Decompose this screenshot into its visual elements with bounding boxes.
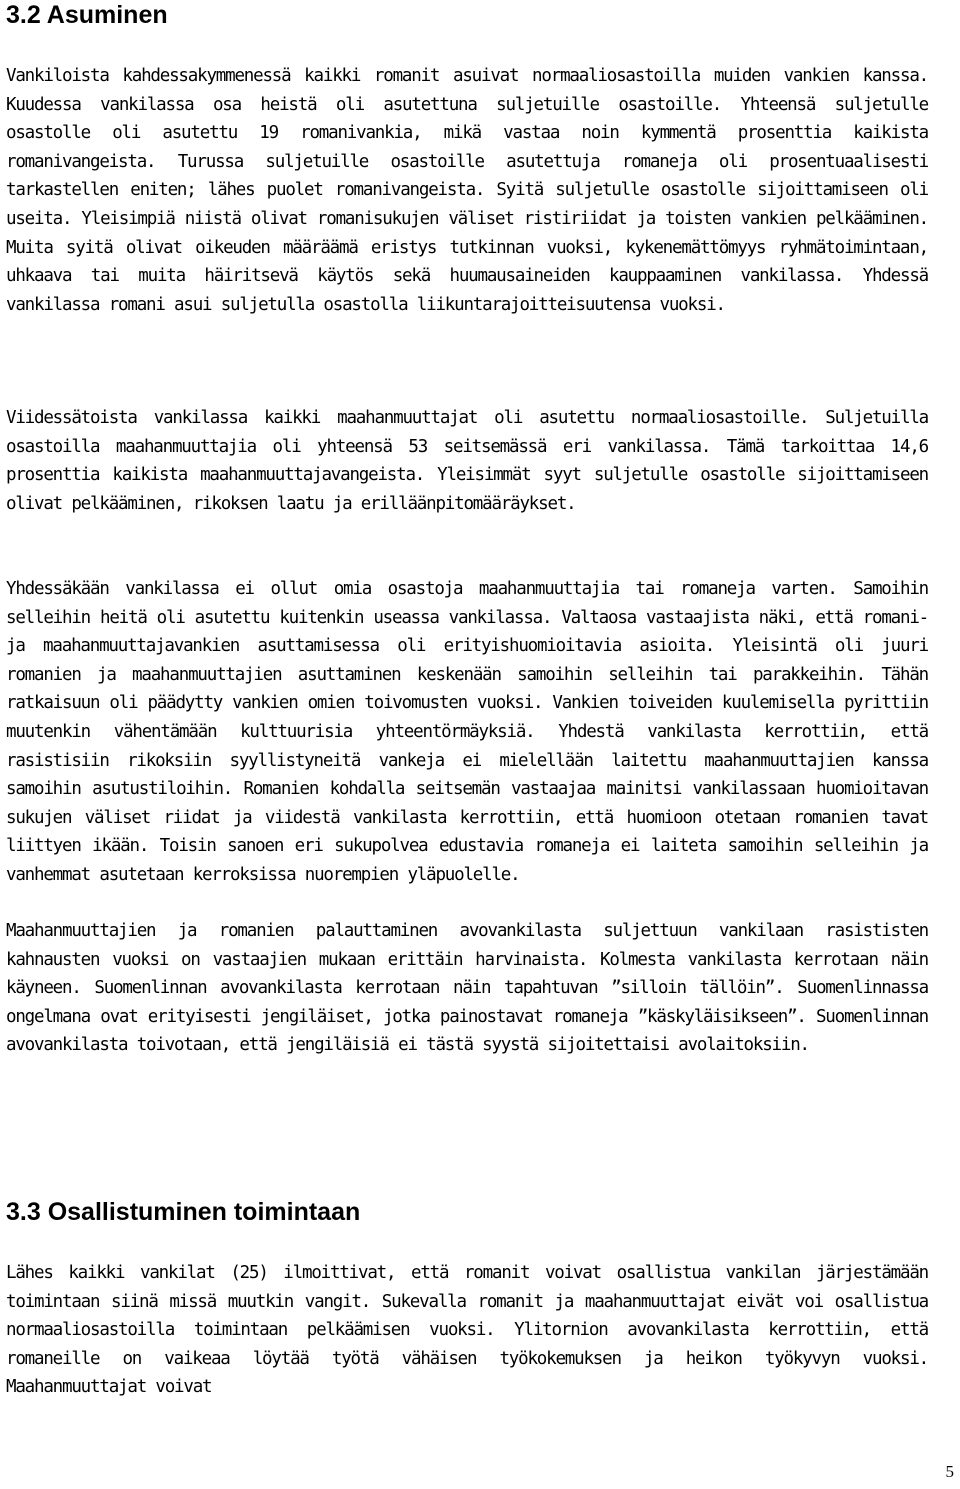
paragraph-roma-housing: Vankiloista kahdessakymmenessä kaikki romanit asuivat normaaliosastoilla muiden vankien kanssa. Kuudessa vankilassa osa heistä oli asutettuna suljetuille osastoille. Yhteensä suljetulle osastolle oli asutettu 19 romanivankia, mikä vastaa noin kymmentä prosenttia kaikista romanivangeista. Turussa suljetuille osastoille asutettuja romaneja oli prosentuaalisesti tarkastellen eniten; lähes puolet romanivangeista. Syitä suljetulle osastolle sijoittamiseen oli useita. Yleisimpiä niistä olivat romanisukujen väliset ristiriidat ja toisten vankien pelkääminen. Muita syitä olivat oikeuden määräämä eristys tutkinnan vuoksi, kykenemättömyys ryhmätoimintaan, uhkaava tai muita häiritsevä käytös sekä huumausaineiden kauppaaminen vankilassa. Yhdessä vankilassa romani asui suljetulla osastolla liikuntarajoitteisuutensa vuoksi. [6,66,928,315]
section-heading-asuminen: 3.2 Asuminen [6,1,168,29]
paragraph-immigrant-housing: Viidessätoista vankilassa kaikki maahanmuuttajat oli asutettu normaaliosastoille. Suljetuilla osastoilla maahanmuuttajia oli yhteensä 53 seitsemässä eri vankilassa. Tämä tarkoittaa 14,6 prosenttia kaikista maahanmuuttajavangeista. Yleisimmät syyt suljetulle osastolle sijoittamiseen olivat pelkääminen, rikoksen laatu ja erilläänpitomääräykset. [6,408,928,514]
page-number: 5 [945,1462,954,1481]
section-heading-osallistuminen: 3.3 Osallistuminen toimintaan [6,1198,361,1226]
paragraph-open-prison-returns: Maahanmuuttajien ja romanien palauttaminen avovankilasta suljettuun vankilaan rasististen kahnausten vuoksi on vastaajien mukaan erittäin harvinaista. Kolmesta vankilasta kerrotaan näin käyneen. Suomenlinnan avovankilasta kerrotaan näin tapahtuvan ”silloin tällöin”. Suomenlinnassa ongelmana ovat erityisesti jengiläiset, jotka painostavat romaneja ”käskyläisikseen”. Suomenlinnan avovankilasta toivotaan, että jengiläisiä ei tästä syystä sijoitettaisi avolaitoksiin. [6,921,928,1056]
paragraph-shared-cells: Yhdessäkään vankilassa ei ollut omia osastoja maahanmuuttajia tai romaneja varten. Samoihin selleihin heitä oli asutettu kuitenkin useassa vankilassa. Valtaosa vastaajista näki, että romani- ja maahanmuuttajavankien asuttamisessa oli erityishuomioitavia asioita. Yleisintä oli juuri romanien ja maahanmuuttajien asuttaminen keskenään samoihin selleihin tai parakkeihin. Tähän ratkaisuun oli päädytty vankien omien toivomusten vuoksi. Vankien toiveiden kuulemisella pyrittiin muutenkin vähentämään kulttuurisia yhteentörmäyksiä. Yhdestä vankilasta kerrottiin, että rasistisiin rikoksiin syyllistyneitä vankeja ei mielellään laitettu maahanmuuttajien kanssa samoihin asutustiloihin. Romanien kohdalla seitsemän vastaajaa mainitsi vankilassaan huomioitavan sukujen väliset riidat ja viidestä vankilasta kerrottiin, että huomioon otetaan romanien tavat liittyen ikään. Toisin sanoen eri sukupolvea edustavia romaneja ei laiteta samoihin selleihin ja vanhemmat asutetaan kerroksissa nuorempien yläpuolelle. [6,579,928,885]
paragraph-participation: Lähes kaikki vankilat (25) ilmoittivat, että romanit voivat osallistua vankilan järjestämään toimintaan siinä missä muutkin vangit. Sukevalla romanit ja maahanmuuttajat eivät voi osallistua normaaliosastoilla toimintaan pelkäämisen vuoksi. Ylitornion avovankilasta kerrottiin, että romaneille on vaikeaa löytää työtä vähäisen työkokemuksen ja heikon työkyvyn vuoksi. Maahanmuuttajat voivat [6,1263,928,1398]
